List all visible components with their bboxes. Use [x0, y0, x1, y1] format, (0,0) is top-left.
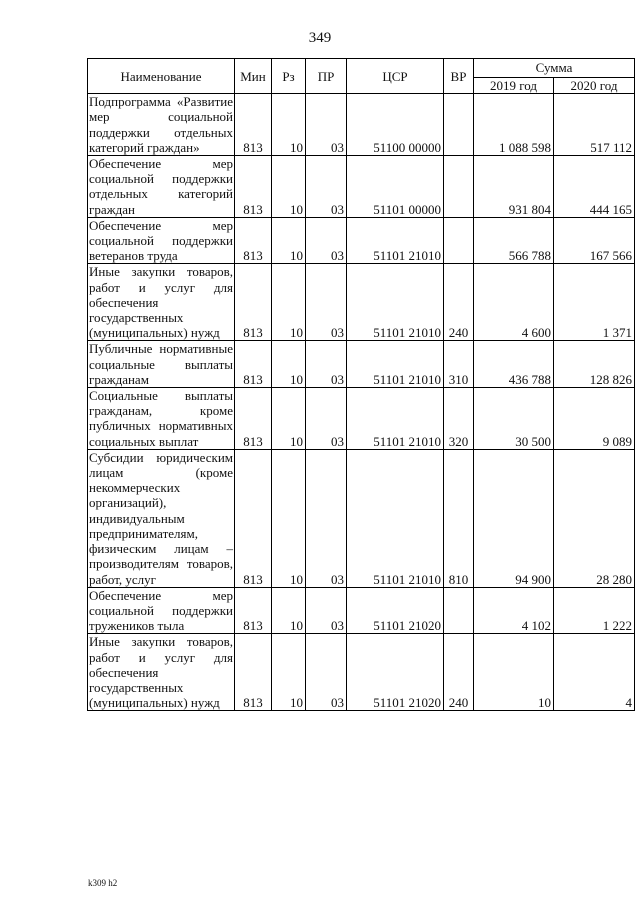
cell-pr: 03 [306, 217, 347, 264]
cell-vr: 240 [444, 264, 474, 341]
cell-sum2019: 1 088 598 [474, 94, 554, 156]
cell-vr: 240 [444, 634, 474, 711]
cell-vr [444, 587, 474, 634]
cell-sum2019: 30 500 [474, 388, 554, 450]
cell-sum2020: 4 [554, 634, 635, 711]
cell-vr: 320 [444, 388, 474, 450]
table-row [88, 156, 635, 218]
cell-min: 813 [235, 156, 272, 218]
cell-rz: 10 [272, 587, 306, 634]
col-header-vr: ВР [444, 59, 474, 94]
cell-vr [444, 217, 474, 264]
footer-code: k309 h2 [88, 878, 118, 888]
cell-sum2019: 931 804 [474, 156, 554, 218]
cell-pr: 03 [306, 341, 347, 388]
table-body [88, 94, 635, 711]
cell-pr: 03 [306, 156, 347, 218]
cell-sum2020: 444 165 [554, 156, 635, 218]
page-number: 349 [308, 30, 332, 46]
cell-csr: 51101 21020 [347, 634, 444, 711]
table-row [88, 449, 635, 587]
cell-pr: 03 [306, 634, 347, 711]
cell-min: 813 [235, 217, 272, 264]
cell-rz: 10 [272, 341, 306, 388]
cell-sum2019: 94 900 [474, 449, 554, 587]
cell-min: 813 [235, 341, 272, 388]
cell-min: 813 [235, 634, 272, 711]
cell-min: 813 [235, 587, 272, 634]
cell-rz: 10 [272, 449, 306, 587]
cell-sum2020: 9 089 [554, 388, 635, 450]
cell-name: Иные закупки товаров, работ и услуг для обеспечения государственных (муниципальных) нужд [89, 264, 233, 341]
table-row [88, 341, 635, 388]
cell-pr: 03 [306, 94, 347, 156]
cell-rz: 10 [272, 156, 306, 218]
col-header-name: Наименование [88, 59, 235, 94]
cell-pr: 03 [306, 587, 347, 634]
cell-min: 813 [235, 449, 272, 587]
cell-sum2020: 517 112 [554, 94, 635, 156]
cell-min: 813 [235, 264, 272, 341]
cell-vr: 810 [444, 449, 474, 587]
cell-sum2020: 1 371 [554, 264, 635, 341]
cell-name: Публичные нормативные социальные выплаты гражданам [89, 341, 233, 387]
table-row [88, 388, 635, 450]
cell-vr [444, 156, 474, 218]
col-header-sum: Сумма [474, 59, 635, 78]
cell-rz: 10 [272, 264, 306, 341]
cell-csr: 51101 21010 [347, 341, 444, 388]
cell-sum2019: 436 788 [474, 341, 554, 388]
cell-csr: 51101 21020 [347, 587, 444, 634]
cell-name: Обеспечение мер социальной поддержки тружеников тыла [89, 587, 233, 634]
cell-vr: 310 [444, 341, 474, 388]
table-row [88, 94, 635, 156]
cell-sum2020: 28 280 [554, 449, 635, 587]
cell-pr: 03 [306, 264, 347, 341]
table-row [88, 217, 635, 264]
cell-name: Социальные выплаты гражданам, кроме публичных нормативных социальных выплат [89, 388, 233, 449]
cell-rz: 10 [272, 217, 306, 264]
cell-csr: 51101 21010 [347, 388, 444, 450]
cell-sum2020: 1 222 [554, 587, 635, 634]
cell-csr: 51100 00000 [347, 94, 444, 156]
cell-sum2019: 10 [474, 634, 554, 711]
cell-rz: 10 [272, 94, 306, 156]
table-row [88, 587, 635, 634]
col-header-min: Мин [235, 59, 272, 94]
cell-sum2020: 167 566 [554, 217, 635, 264]
col-header-2019: 2019 год [474, 78, 554, 94]
cell-rz: 10 [272, 388, 306, 450]
cell-csr: 51101 21010 [347, 217, 444, 264]
cell-min: 813 [235, 388, 272, 450]
cell-sum2020: 128 826 [554, 341, 635, 388]
cell-sum2019: 566 788 [474, 217, 554, 264]
table-row [88, 264, 635, 341]
col-header-pr: ПР [306, 59, 347, 94]
cell-csr: 51101 21010 [347, 449, 444, 587]
cell-csr: 51101 00000 [347, 156, 444, 218]
col-header-csr: ЦСР [347, 59, 444, 94]
cell-rz: 10 [272, 634, 306, 711]
table-row [88, 634, 635, 711]
cell-sum2019: 4 102 [474, 587, 554, 634]
cell-min: 813 [235, 94, 272, 156]
cell-csr: 51101 21010 [347, 264, 444, 341]
cell-sum2019: 4 600 [474, 264, 554, 341]
col-header-rz: Рз [272, 59, 306, 94]
cell-name: Субсидии юридическим лицам (кроме некоммерческих организаций), индивидуальным предпринимателям, физическим лицам – производителям товаров, работ, услуг [89, 449, 233, 587]
cell-name: Обеспечение мер социальной поддержки отдельных категорий граждан [89, 156, 233, 217]
cell-pr: 03 [306, 388, 347, 450]
cell-pr: 03 [306, 449, 347, 587]
col-header-2020: 2020 год [554, 78, 635, 94]
cell-name: Подпрограмма «Развитие мер социальной поддержки отдельных категорий граждан» [89, 94, 233, 155]
cell-vr [444, 94, 474, 156]
cell-name: Обеспечение мер социальной поддержки ветеранов труда [89, 217, 233, 264]
cell-name: Иные закупки товаров, работ и услуг для обеспечения государственных (муниципальных) нужд [89, 634, 233, 711]
budget-table [87, 58, 635, 711]
